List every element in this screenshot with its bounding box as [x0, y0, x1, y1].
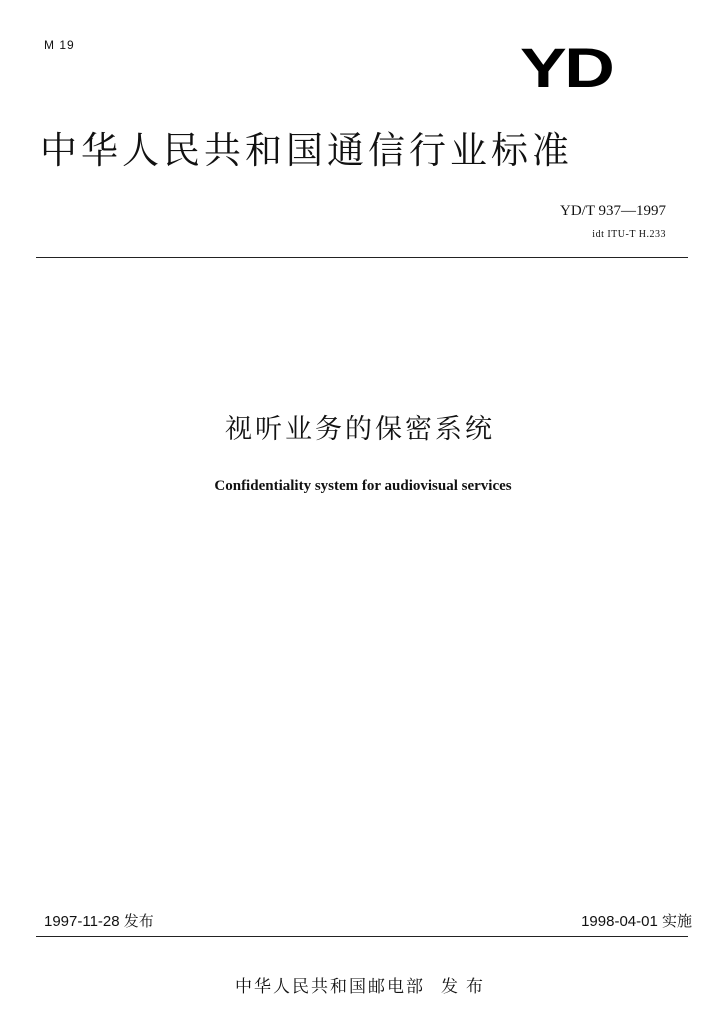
- standard-equivalence: idt ITU-T H.233: [592, 229, 666, 240]
- footer-divider: [36, 936, 688, 937]
- implementation-date: 1998-04-01 实施: [581, 913, 692, 930]
- publisher-action: 发布: [441, 977, 491, 997]
- classification-code: M 19: [44, 38, 75, 52]
- publisher-line: [0, 972, 726, 997]
- document-title-chinese: 视听业务的保密系统: [225, 414, 495, 445]
- header-divider: [36, 257, 688, 258]
- issue-date: 1997-11-28 发布: [44, 913, 154, 930]
- issuing-standard-type-title: 中华人民共和国通信行业标准: [40, 129, 573, 172]
- standard-number: YD/T 937—1997: [560, 203, 666, 219]
- yd-logo: YD: [520, 36, 613, 99]
- document-title-english: Confidentiality system for audiovisual services: [214, 478, 512, 494]
- publisher-name: 中华人民共和国邮电部: [235, 977, 425, 997]
